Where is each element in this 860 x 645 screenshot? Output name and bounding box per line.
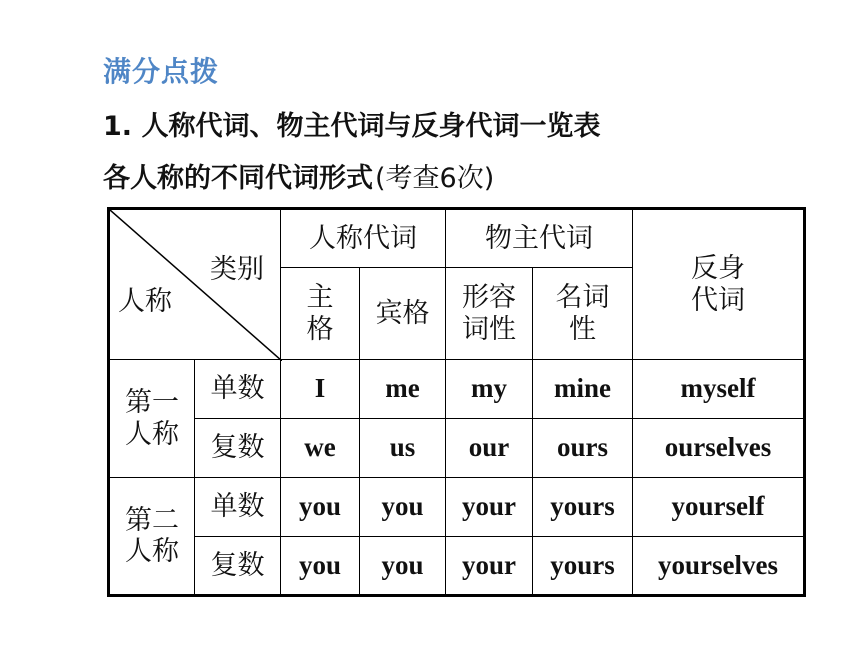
number-cell: 单数 [195, 478, 281, 537]
table-row [109, 478, 805, 537]
adjective-possessive-header: 形容词性 [446, 268, 533, 360]
category-label: 类别 [210, 254, 264, 285]
reflexive-cell: yourselves [633, 537, 805, 596]
diagonal-header-cell [109, 209, 281, 360]
subheading [103, 156, 494, 195]
adjective-possessive-cell: your [446, 478, 533, 537]
subject-cell: you [281, 478, 360, 537]
personal-pronoun-header: 人称代词 [281, 209, 446, 268]
reflexive-cell: ourselves [633, 419, 805, 478]
section-title: 满分点拨 [103, 55, 220, 88]
object-cell: us [360, 419, 446, 478]
subject-cell: you [281, 537, 360, 596]
person-label: 人称 [118, 286, 172, 317]
table-row [109, 360, 805, 419]
reflexive-pronoun-header: 反身代词 [633, 209, 805, 360]
possessive-pronoun-header: 物主代词 [446, 209, 633, 268]
number-cell: 复数 [195, 537, 281, 596]
object-case-header: 宾格 [360, 268, 446, 360]
person-cell: 第一人称 [109, 360, 195, 478]
pronoun-table [107, 207, 806, 597]
subheading-note: (考查6次) [375, 163, 495, 194]
subject-cell: we [281, 419, 360, 478]
person-cell: 第二人称 [109, 478, 195, 596]
noun-possessive-header: 名词性 [533, 268, 633, 360]
object-cell: me [360, 360, 446, 419]
object-cell: you [360, 537, 446, 596]
adjective-possessive-cell: your [446, 537, 533, 596]
subject-case-header: 主格 [281, 268, 360, 360]
reflexive-cell: yourself [633, 478, 805, 537]
subheading-main: 各人称的不同代词形式 [103, 163, 373, 194]
table-row [109, 419, 805, 478]
noun-possessive-cell: ours [533, 419, 633, 478]
number-cell: 复数 [195, 419, 281, 478]
reflexive-cell: myself [633, 360, 805, 419]
adjective-possessive-cell: our [446, 419, 533, 478]
object-cell: you [360, 478, 446, 537]
noun-possessive-cell: mine [533, 360, 633, 419]
number-cell: 单数 [195, 360, 281, 419]
adjective-possessive-cell: my [446, 360, 533, 419]
page-heading: 1. 人称代词、物主代词与反身代词一览表 [103, 111, 601, 142]
noun-possessive-cell: yours [533, 537, 633, 596]
table-row [109, 537, 805, 596]
subject-cell: I [281, 360, 360, 419]
noun-possessive-cell: yours [533, 478, 633, 537]
